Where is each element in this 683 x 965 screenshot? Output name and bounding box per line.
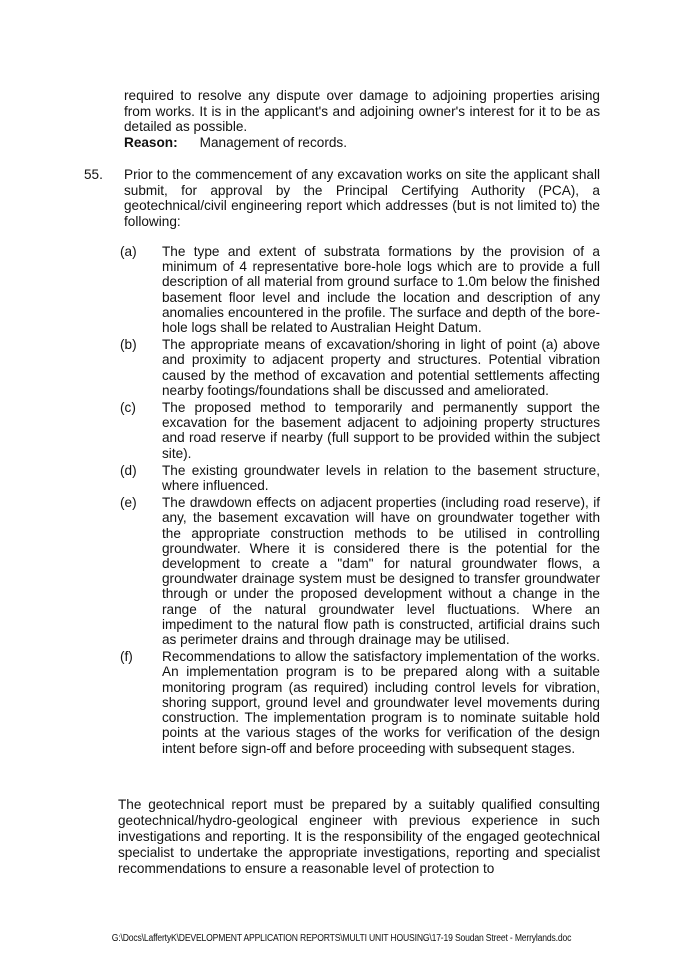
condition-number: 55. (84, 167, 103, 182)
requirements-list (120, 244, 600, 758)
list-item-label: (e) (120, 495, 137, 511)
list-item-label: (c) (120, 400, 136, 416)
list-item (120, 463, 600, 493)
condition-paragraph: Prior to the commencement of any excavation works on site the applicant shall submit, for approval by the Principal Certifying Authority (PCA), a geotechnical/civil engineering report which addresses (but is not limited to) the following: (124, 167, 600, 229)
reason-label: Reason: (124, 135, 178, 150)
list-item (120, 337, 600, 398)
reason-line (124, 135, 347, 151)
list-item-text: The drawdown effects on adjacent properties (including road reserve), if any, the basement excavation will have on groundwater together with the appropriate construction methods to be utilised in controlling groundwater. Where it is considered there is the potential for the development to create a "dam" for natural groundwater flows, a groundwater drainage system must be designed to transfer groundwater through or under the proposed development without a change in the range of the natural groundwater level fluctuations. Where an impediment to the natural flow path is constructed, artificial drains such as perimeter drains and through drainage may be utilised. (162, 495, 600, 648)
list-item-text: The proposed method to temporarily and permanently support the excavation for the basement adjacent to adjoining property structures and road reserve if nearby (full support to be provided within the subject site). (162, 400, 600, 461)
list-item-text: Recommendations to allow the satisfactory implementation of the works. An implementation program is to be prepared along with a suitable monitoring program (as required) including control levels for vibration, shoring support, ground level and groundwater level movements during construction. The implementation program is to nominate suitable hold points at the various stages of the works for verification of the design intent before sign-off and before proceeding with subsequent stages. (162, 649, 600, 756)
list-item-label: (f) (120, 649, 133, 665)
list-item-label: (d) (120, 462, 137, 478)
list-item (120, 244, 600, 335)
reason-text: Management of records. (199, 135, 347, 150)
list-item-text: The type and extent of substrata formations by the provision of a minimum of 4 representative bore-hole logs which are to provide a full description of all material from ground surface to 1.0m below the finished basement floor level and include the location and description of any anomalies encountered in the profile. The surface and depth of the bore-hole logs shall be related to Australian Height Datum. (162, 244, 600, 336)
list-item-label: (a) (120, 244, 137, 259)
list-item-text: The existing groundwater levels in relation to the basement structure, where influenced. (162, 462, 600, 494)
list-item-label: (b) (120, 337, 137, 353)
list-item (120, 400, 600, 461)
closing-paragraph: The geotechnical report must be prepared by a suitably qualified consulting geotechnical/hydro-geological engineer with previous experience in such investigations and reporting. It is the responsibility of the engaged geotechnical specialist to undertake the appropriate investigations, reporting and specialist recommendations to ensure a reasonable level of protection to (118, 797, 600, 876)
list-item (120, 649, 600, 755)
footer-file-path: G:\Docs\LaffertyK\DEVELOPMENT APPLICATION REPORTS\MULTI UNIT HOUSING\17-19 Soudan Street - Merrylands.doc (111, 933, 572, 944)
intro-paragraph: required to resolve any dispute over damage to adjoining properties arising from works. It is in the applicant's and adjoining owner's interest for it to be as detailed as possible. (124, 88, 600, 135)
list-item (120, 495, 600, 647)
list-item-text: The appropriate means of excavation/shoring in light of point (a) above and proximity to adjacent property and structures. Potential vibration caused by the method of excavation and potential settlements affecting nearby footings/foundations shall be discussed and ameliorated. (162, 337, 600, 398)
